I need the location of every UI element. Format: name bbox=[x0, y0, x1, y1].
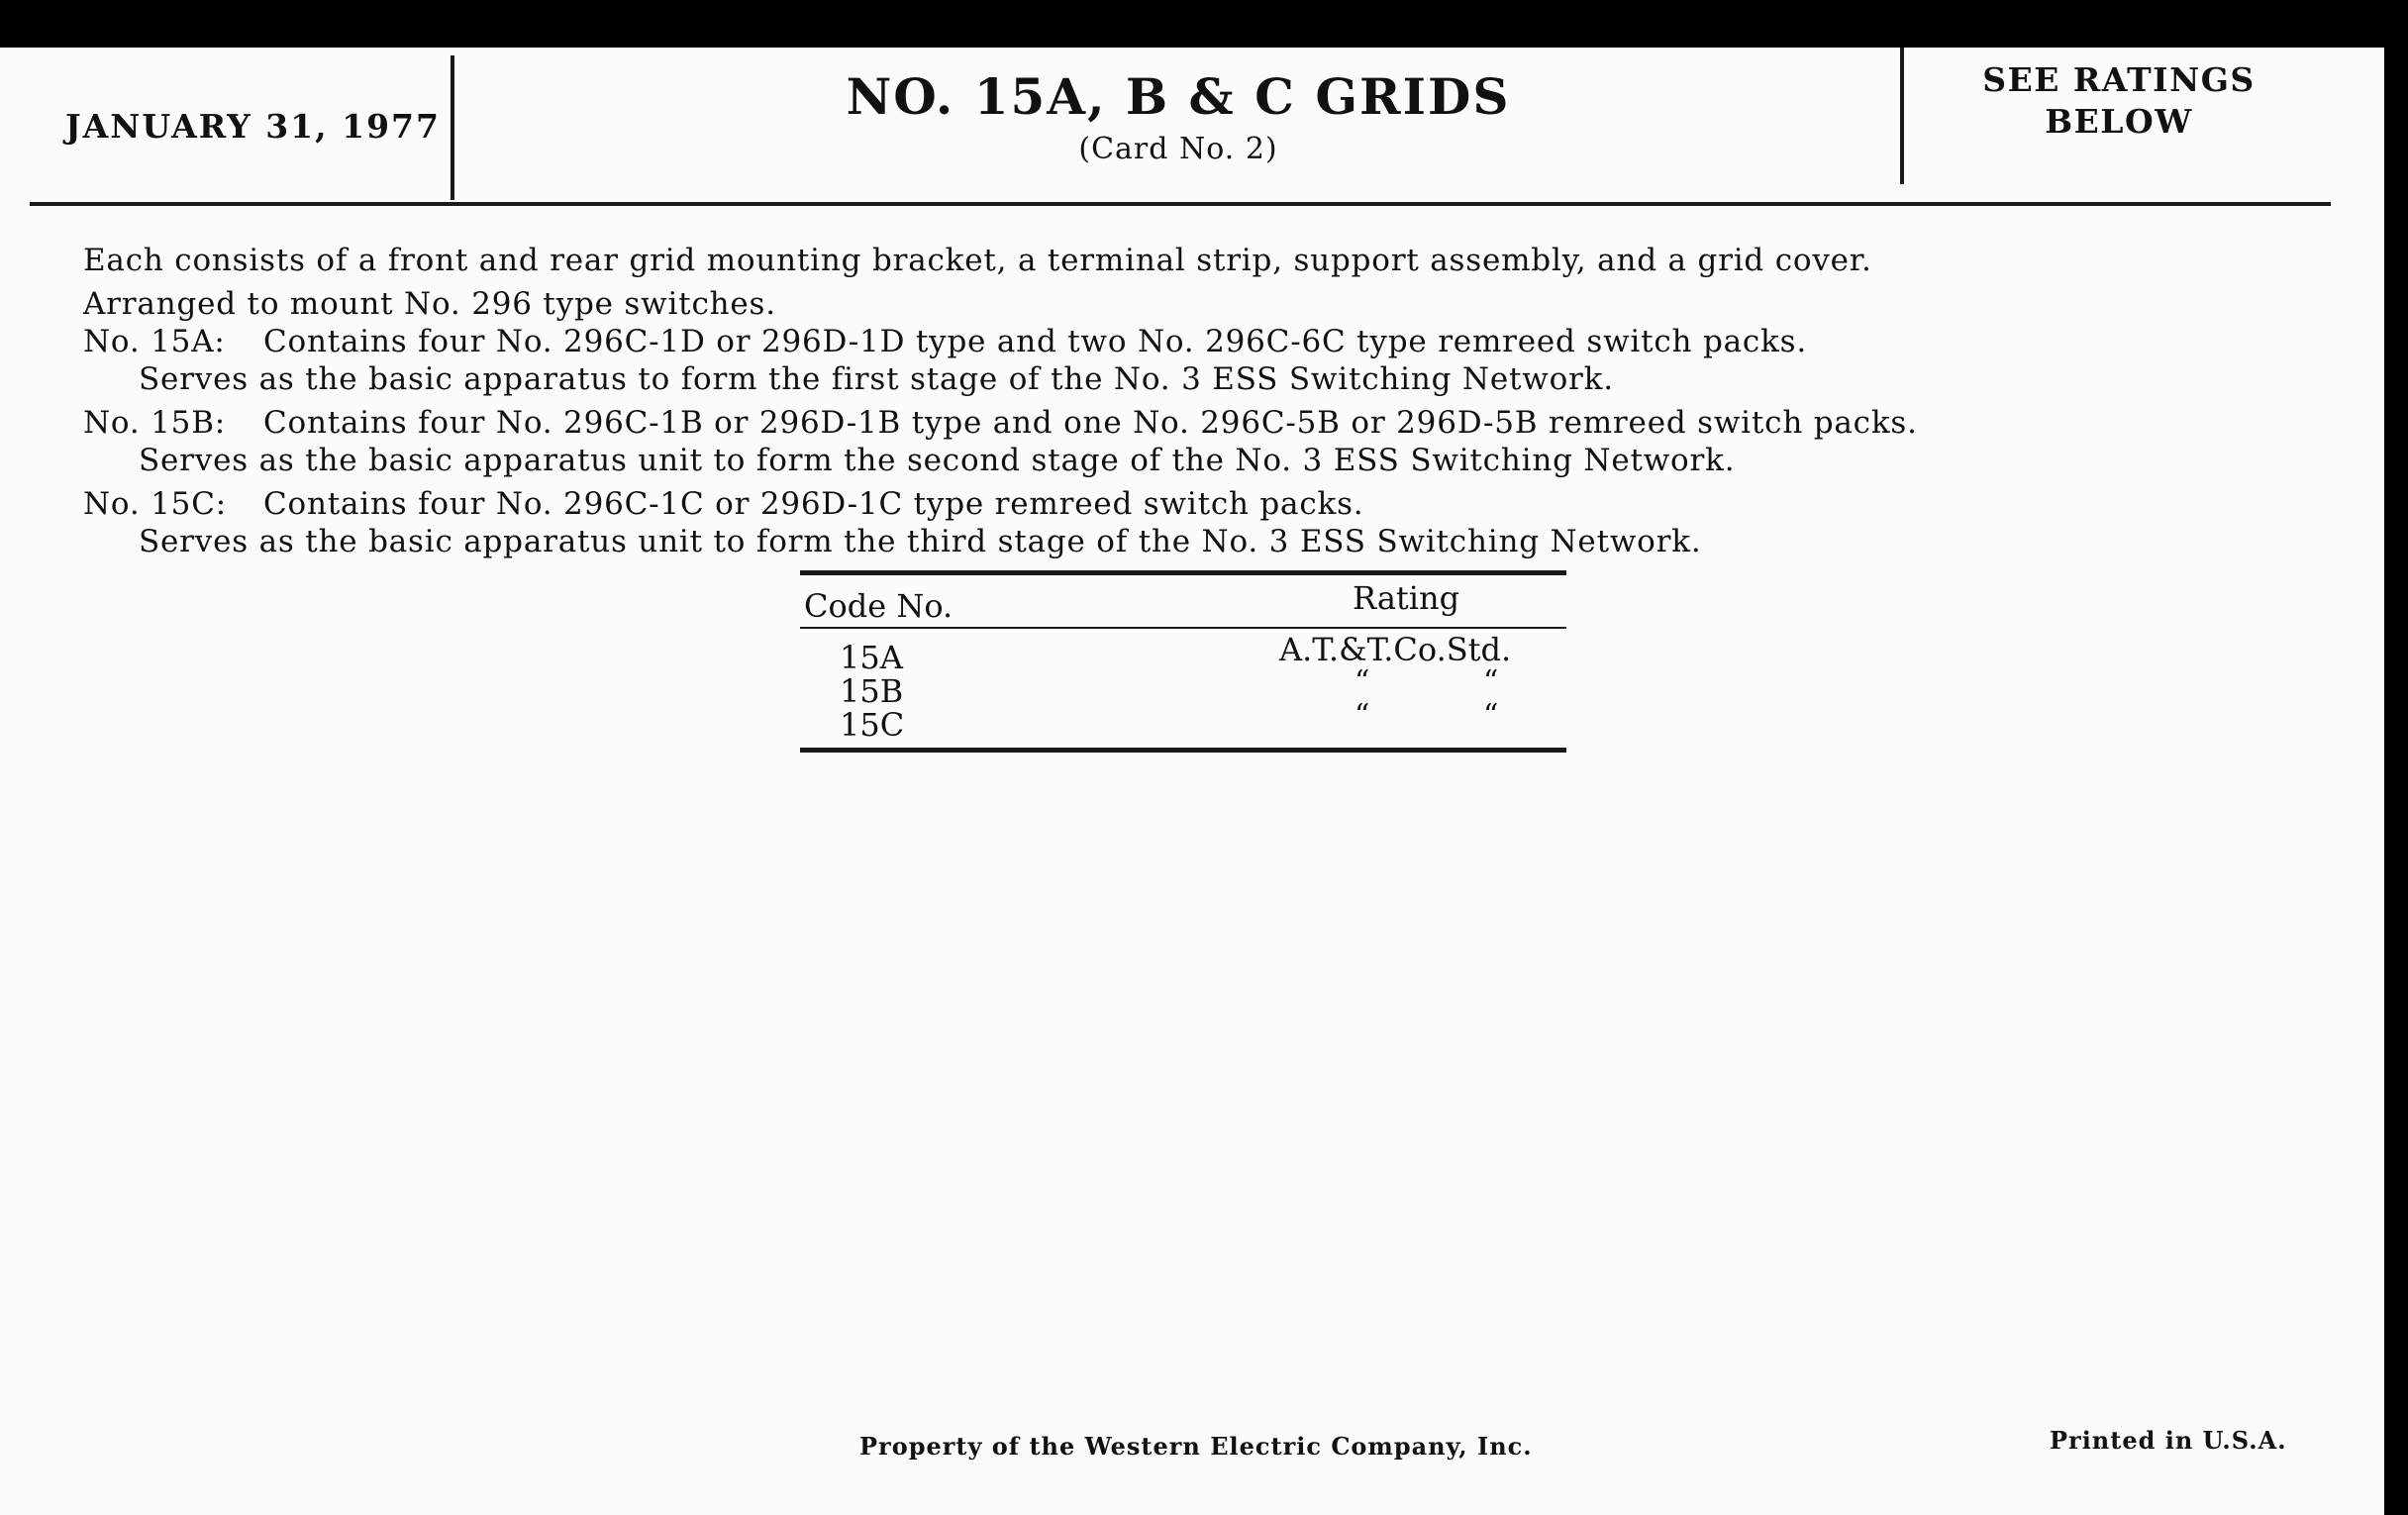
printed-notice: Printed in U.S.A. bbox=[2050, 1426, 2287, 1455]
reference-card bbox=[0, 48, 2384, 1515]
header-code-no: Code No. bbox=[804, 587, 953, 625]
description-line: Each consists of a front and rear grid mounting bracket, a terminal strip, support assembly, and a grid cover. bbox=[83, 243, 1872, 278]
card-header-title bbox=[456, 67, 1900, 166]
ratings-note bbox=[1941, 59, 2297, 143]
item-label: No. 15C: bbox=[83, 486, 227, 522]
table-body bbox=[800, 629, 1566, 748]
header-divider-left bbox=[451, 55, 454, 200]
ditto-mark: “ bbox=[1483, 664, 1499, 699]
header-rule bbox=[30, 202, 2331, 206]
ratings-note-line1: SEE RATINGS bbox=[1982, 60, 2256, 99]
card-date: JANUARY 31, 1977 bbox=[65, 107, 441, 146]
table-row-code: 15A bbox=[840, 639, 903, 676]
ditto-mark: “ bbox=[1354, 698, 1370, 733]
item-15b bbox=[83, 404, 1918, 442]
item-15c bbox=[83, 485, 1918, 523]
ratings-table bbox=[800, 570, 1566, 753]
item-label: No. 15A: bbox=[83, 324, 226, 359]
description-line: Arranged to mount No. 296 type switches. bbox=[83, 286, 776, 322]
item-text: Contains four No. 296C-1D or 296D-1D type and two No. 296C-6C type remreed switch packs. bbox=[263, 324, 1807, 359]
table-row-code: 15C bbox=[840, 706, 905, 744]
ditto-mark: “ bbox=[1483, 698, 1499, 733]
table-row-rating: A.T.&T.Co.Std. bbox=[1279, 631, 1512, 668]
ditto-mark: “ bbox=[1354, 664, 1370, 699]
card-description bbox=[83, 242, 1918, 560]
table-bottom-rule bbox=[800, 748, 1566, 753]
item-text: Contains four No. 296C-1B or 296D-1B type and one No. 296C-5B or 296D-5B remreed switch packs. bbox=[263, 405, 1918, 441]
card-title: NO. 15A, B & C GRIDS bbox=[846, 67, 1511, 126]
header-rating: Rating bbox=[1353, 579, 1460, 617]
card-subtitle: (Card No. 2) bbox=[1078, 132, 1278, 166]
table-row-code: 15B bbox=[840, 672, 904, 710]
table-header bbox=[800, 575, 1566, 627]
item-serves: Serves as the basic apparatus unit to form the third stage of the No. 3 ESS Switching Network. bbox=[139, 524, 1702, 559]
item-serves: Serves as the basic apparatus to form the first stage of the No. 3 ESS Switching Network. bbox=[139, 361, 1614, 397]
item-label: No. 15B: bbox=[83, 405, 227, 441]
item-15a bbox=[83, 323, 1918, 360]
property-notice: Property of the Western Electric Company, Inc. bbox=[859, 1432, 1533, 1461]
item-serves: Serves as the basic apparatus unit to form the second stage of the No. 3 ESS Switching Network. bbox=[139, 443, 1736, 478]
header-divider-right bbox=[1900, 48, 1904, 184]
ratings-note-line2: BELOW bbox=[2045, 102, 2193, 141]
item-text: Contains four No. 296C-1C or 296D-1C type remreed switch packs. bbox=[263, 486, 1364, 522]
